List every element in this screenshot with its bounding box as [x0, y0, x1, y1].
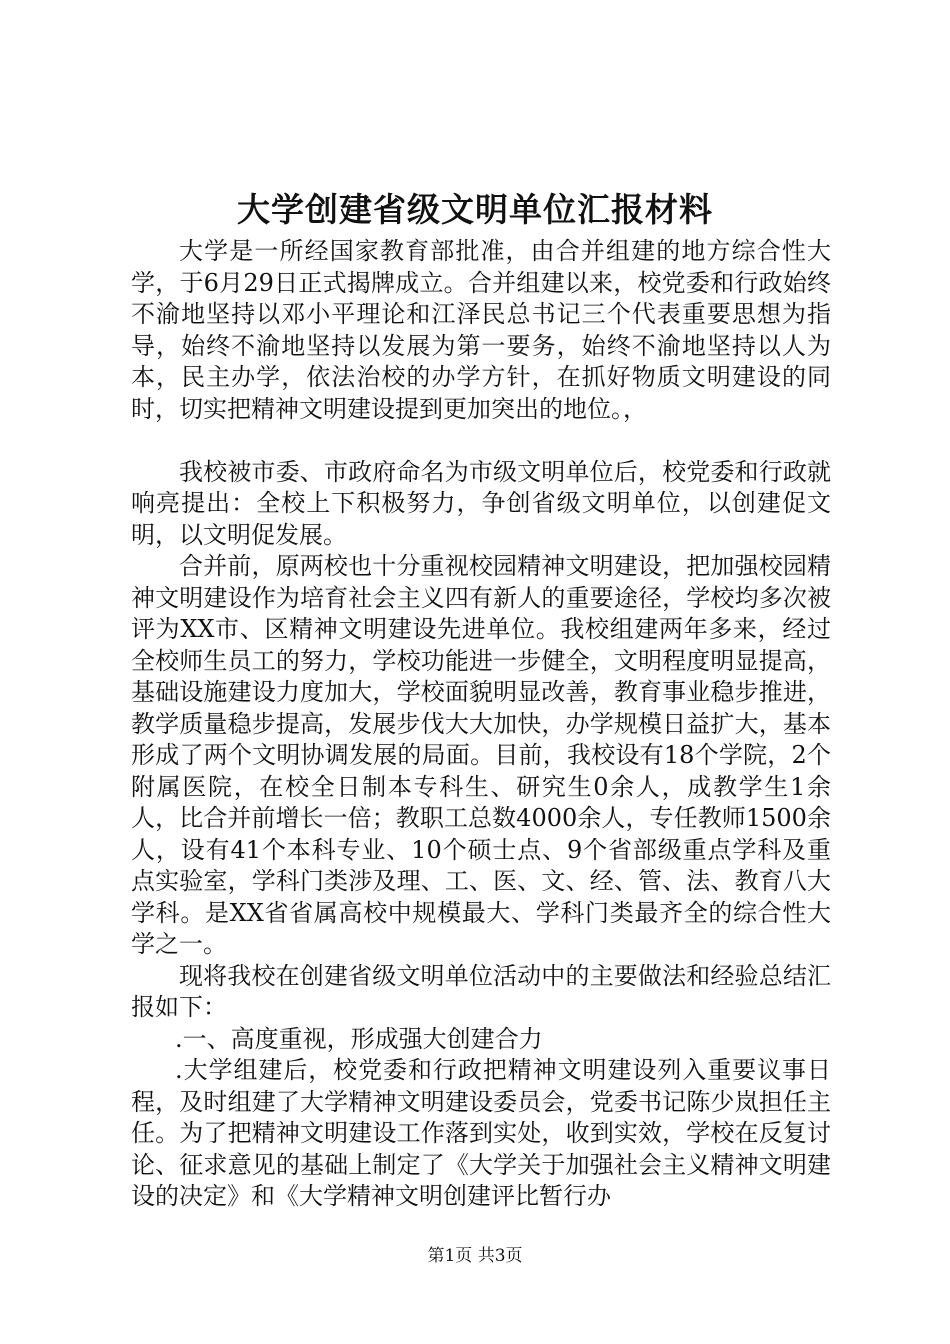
- paragraph-goal: 我校被市委、市政府命名为市级文明单位后，校党委和行政就响亮提出：全校上下积极努力，争创省级文明单位，以创建促文明，以文明促发展。: [131, 457, 831, 549]
- paragraph-intro: 大学是一所经国家教育部批准，由合并组建的地方综合性大学，于6月29日正式揭牌成立。合并组建以来，校党委和行政始终不渝地坚持以邓小平理论和江泽民总书记三个代表重要思想为指导，始终不渝地坚持以发展为第一要务，始终不渝地坚持以人为本，民主办学，依法治校的办学方针，在抓好物质文明建设的同时，切实把精神文明建设提到更加突出的地位。，: [131, 237, 831, 423]
- paragraph-history: 合并前，原两校也十分重视校园精神文明建设，把加强校园精神文明建设作为培育社会主义四有新人的重要途径，学校均多次被评为XX市、区精神文明建设先进单位。我校组建两年多来，经过全校师生员工的努力，学校功能进一步健全，文明程度明显提高，基础设施建设力度加大，学校面貌明显改善，教育事业稳步推进，教学质量稳步提高，发展步伐大大加快，办学规模日益扩大，基本形成了两个文明协调发展的局面。目前，我校设有18个学院，2个附属医院，在校全日制本专科生、研究生0余人，成教学生1余人，比合并前增长一倍；教职工总数4000余人，专任教师1500余人，设有41个本科专业、10个硕士点、9个省部级重点学科及重点实验室，学科门类涉及理、工、医、文、经、管、法、教育八大学科。是XX省省属高校中规模最大、学科门类最齐全的综合性大学之一。: [131, 552, 831, 958]
- section-heading-1: .一、高度重视，形成强大创建合力: [175, 1024, 543, 1053]
- page-footer: 第1页 共3页: [427, 1246, 523, 1266]
- document-title: 大学创建省级文明单位汇报材料: [237, 190, 713, 229]
- paragraph-section-1: .大学组建后，校党委和行政把精神文明建设列入重要议事日程，及时组建了大学精神文明建设委员会，党委书记陈少岚担任主任。为了把精神文明建设工作落到实处，收到实效，学校在反复讨论、征求意见的基础上制定了《大学关于加强社会主义精神文明建设的决定》和《大学精神文明创建评比暂行办: [131, 1056, 831, 1210]
- paragraph-summary-intro: 现将我校在创建省级文明单位活动中的主要做法和经验总结汇报如下：: [131, 961, 831, 1021]
- document-body: [131, 236, 831, 1213]
